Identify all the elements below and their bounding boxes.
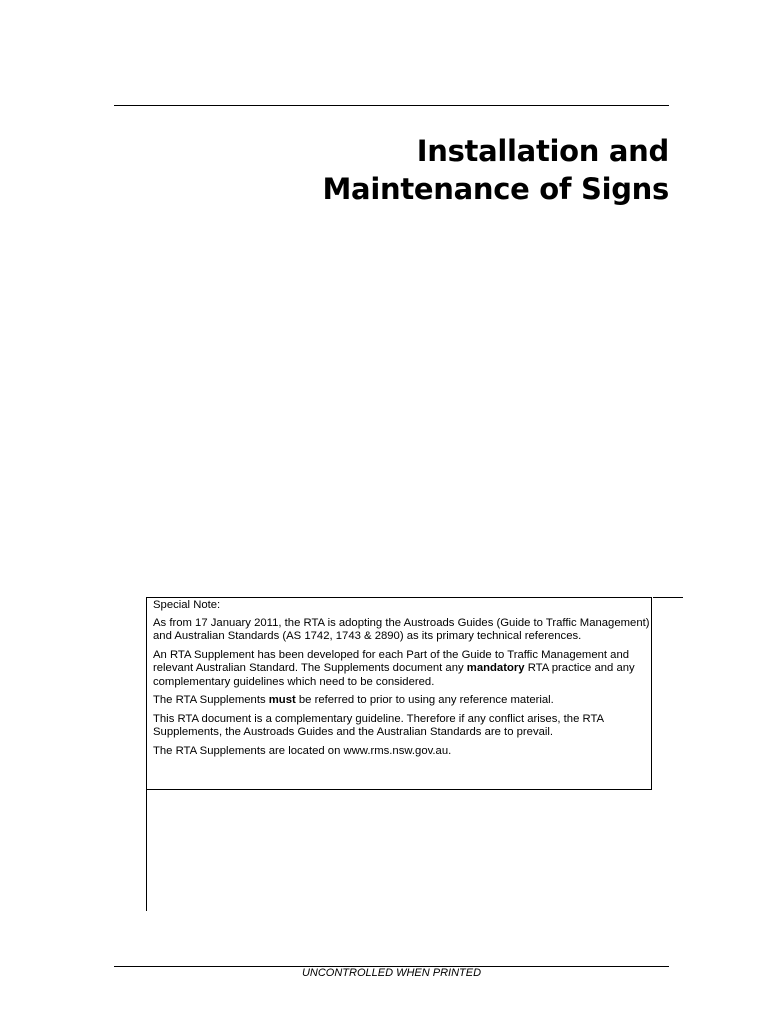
special-note-paragraph-4: This RTA document is a complementary guideline. Therefore if any conflict arises, the RTA Supplements, the Austroads Guides and the Australian Standards are to prevail.: [153, 712, 604, 738]
special-note-paragraph-5: The RTA Supplements are located on www.rms.nsw.gov.au.: [153, 744, 452, 757]
para3-text-after: be referred to prior to using any reference material.: [295, 694, 554, 706]
top-rule: [114, 105, 669, 106]
document-title: [323, 132, 670, 208]
special-note-box: [146, 597, 652, 790]
special-note-paragraph-3: [153, 694, 651, 708]
box-extension-line: [653, 597, 683, 598]
title-line-1: Installation and: [416, 134, 669, 168]
mandatory-emphasis: mandatory: [466, 662, 525, 674]
title-line-2: Maintenance of Signs: [322, 172, 669, 206]
para3-text-before: The RTA Supplements: [153, 694, 269, 706]
must-emphasis: must: [268, 694, 296, 706]
left-vertical-line: [146, 790, 147, 911]
special-note-paragraph-2: [153, 649, 651, 690]
special-note-heading: Special Note:: [153, 599, 221, 611]
special-note-paragraph-1: As from 17 January 2011, the RTA is adopting the Austroads Guides (Guide to Traffic Management) and Australian Standards (AS 1742, 1743 & 2890) as its primary technical references.: [153, 616, 650, 642]
para2-text-before: An RTA Supplement has been developed for each Part of the Guide to Traffic Management and relevant Australian Standard. The Supplements document any: [153, 648, 630, 674]
footer-uncontrolled-notice: UNCONTROLLED WHEN PRINTED: [301, 967, 482, 979]
para2-text-after: RTA practice and any complementary guidelines which need to be considered.: [153, 662, 635, 688]
